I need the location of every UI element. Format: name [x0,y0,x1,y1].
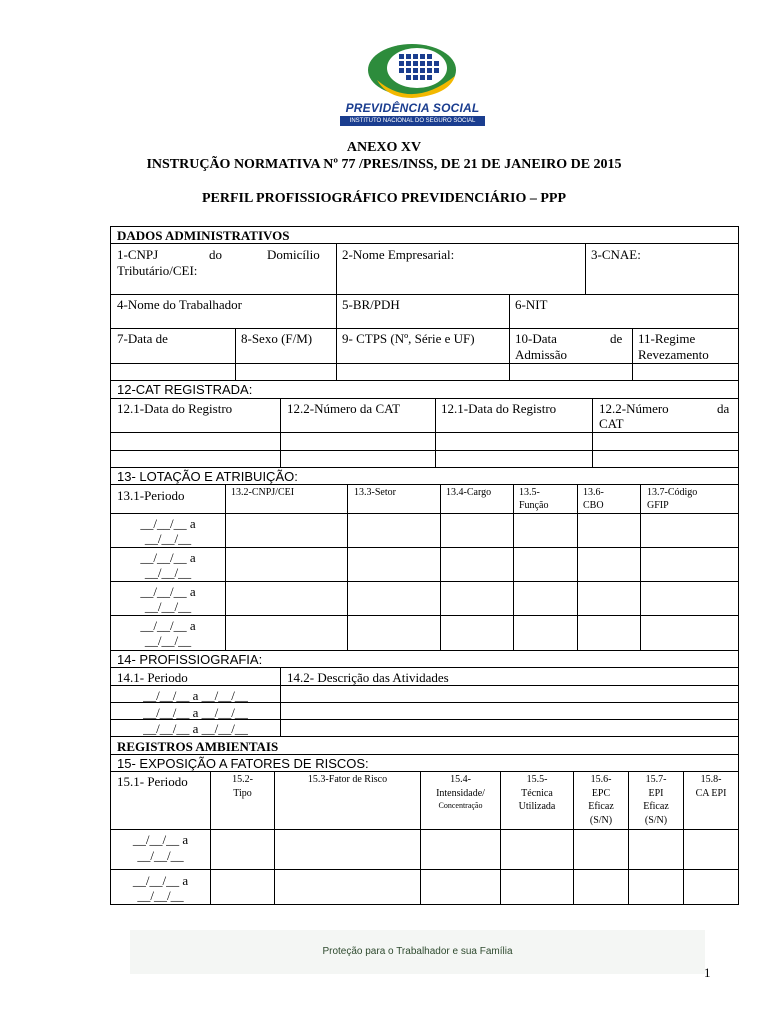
risk-col-epc-d: (S/N) [589,815,613,826]
lotacao-col-setor: 13.3-Setor [354,487,396,498]
lotacao-col-cbo-a: 13.6- [583,487,604,498]
risk-col-epi-a: 15.7- [645,774,667,785]
lotacao-period-3a: __/__/__ a [140,584,196,599]
date-label: 7-Data de [117,331,168,346]
profissiografia-col-description: 14.2- Descrição das Atividades [287,670,449,685]
annex-title: ANEXO XV [346,140,422,155]
lotacao-col-funcao-a: 13.5- [519,487,540,498]
lotacao-col-gfip-b: GFIP [647,500,669,511]
lotacao-period-1a: __/__/__ a [140,516,196,531]
document-title: PERFIL PROFISSIOGRÁFICO PREVIDENCIÁRIO – PPP [201,191,567,206]
logo-title: PREVIDÊNCIA SOCIAL [345,101,480,115]
br-pdh-label: 5-BR/PDH [342,297,400,312]
risk-period-2b: __/__/__ [137,888,184,903]
section-lotacao-title: 13- LOTAÇÃO E ATRIBUIÇÃO: [117,469,298,484]
page-number: 1 [704,965,711,980]
normative-title: INSTRUÇÃO NORMATIVA Nº 77 /PRES/INSS, DE 21 DE JANEIRO DE 2015 [146,157,622,172]
footer-slogan: Proteção para o Trabalhador e sua Família [322,946,513,957]
risk-col-epi-c: Eficaz [643,801,669,812]
risk-col-ca-epi-a: 15.8- [700,774,722,785]
logo-subtitle: INSTITUTO NACIONAL DO SEGURO SOCIAL [340,116,485,126]
regime-label-a: 11-Regime [638,331,696,346]
cnpj-label-b: do [209,247,222,262]
worker-name-label: 4-Nome do Trabalhador [117,297,242,312]
cnpj-label-c: Domicílio [267,247,320,262]
profissiografia-period-3: __/__/__ a __/__/__ [143,721,248,736]
lotacao-col-gfip-a: 13.7-Código [647,487,698,498]
lotacao-period-2b: __/__/__ [144,565,192,580]
profissiografia-period-2: __/__/__ a __/__/__ [143,705,248,720]
section-admin-title: DADOS ADMINISTRATIVOS [117,228,290,243]
lotacao-col-cbo-b: CBO [583,500,604,511]
lotacao-period-4b: __/__/__ [144,633,192,648]
cat-col-number-2c: CAT [599,416,624,431]
regime-label-b: Revezamento [638,347,709,362]
profissiografia-period-1: __/__/__ a __/__/__ [143,688,248,703]
cat-col-number-1: 12.2-Número da CAT [287,401,401,416]
risk-col-period: 15.1- Periodo [117,774,188,789]
lotacao-period-1b: __/__/__ [144,531,192,546]
section-cat-title: 12-CAT REGISTRADA: [117,382,253,397]
cnpj-label-d: Tributário/CEI: [117,263,198,278]
lotacao-col-cargo: 13.4-Cargo [446,487,492,498]
risk-col-type-b: Tipo [233,788,252,799]
risk-period-2a: __/__/__ a [132,873,189,888]
risk-col-ca-epi-b: CA EPI [695,788,727,799]
lotacao-col-cnpj: 13.2-CNPJ/CEI [231,487,295,498]
admission-label-c: Admissão [515,347,567,362]
risk-col-epc-b: EPC [591,788,611,799]
company-name-label: 2-Nome Empresarial: [342,247,455,262]
section-registros-title: REGISTROS AMBIENTAIS [117,739,279,754]
risk-col-epc-a: 15.6- [590,774,612,785]
admission-label-b: de [610,331,623,346]
risk-period-1b: __/__/__ [137,848,184,863]
risk-col-intensity-b: Intensidade/ [436,788,485,799]
risk-col-type-a: 15.2- [232,774,253,785]
cat-col-date-2: 12.1-Data do Registro [441,401,557,416]
risk-col-epc-c: Eficaz [588,801,614,812]
lotacao-period-3b: __/__/__ [144,599,192,614]
risk-col-technique-a: 15.5- [526,774,548,785]
section-exposicao-title: 15- EXPOSIÇÃO A FATORES DE RISCOS: [117,756,369,771]
cat-col-date-1: 12.1-Data do Registro [117,401,233,416]
risk-col-intensity-a: 15.4- [450,774,471,785]
risk-col-factor: 15.3-Fator de Risco [307,774,388,785]
ctps-label: 9- CTPS (Nº, Série e UF) [342,331,475,346]
risk-col-technique-c: Utilizada [518,801,556,812]
sex-label: 8-Sexo (F/M) [241,331,313,346]
section-profissiografia-title: 14- PROFISSIOGRAFIA: [117,652,263,667]
nit-label: 6-NIT [515,297,548,312]
cnae-label: 3-CNAE: [591,247,641,262]
lotacao-period-4a: __/__/__ a [140,618,196,633]
cat-col-number-2a: 12.2-Número [599,401,669,416]
risk-period-1a: __/__/__ a [132,832,189,847]
profissiografia-col-period: 14.1- Periodo [117,670,188,685]
risk-col-epi-d: (S/N) [644,815,668,826]
risk-col-epi-b: EPI [648,788,664,799]
risk-col-intensity-c: Concentração [438,801,483,810]
lotacao-col-funcao-b: Função [519,500,549,511]
lotacao-period-2a: __/__/__ a [140,550,196,565]
cat-col-number-2b: da [717,401,730,416]
cnpj-label-a: 1-CNPJ [117,247,159,262]
admission-label-a: 10-Data [515,331,557,346]
risk-col-technique-b: Técnica [521,788,553,799]
lotacao-col-period: 13.1-Periodo [117,488,185,503]
